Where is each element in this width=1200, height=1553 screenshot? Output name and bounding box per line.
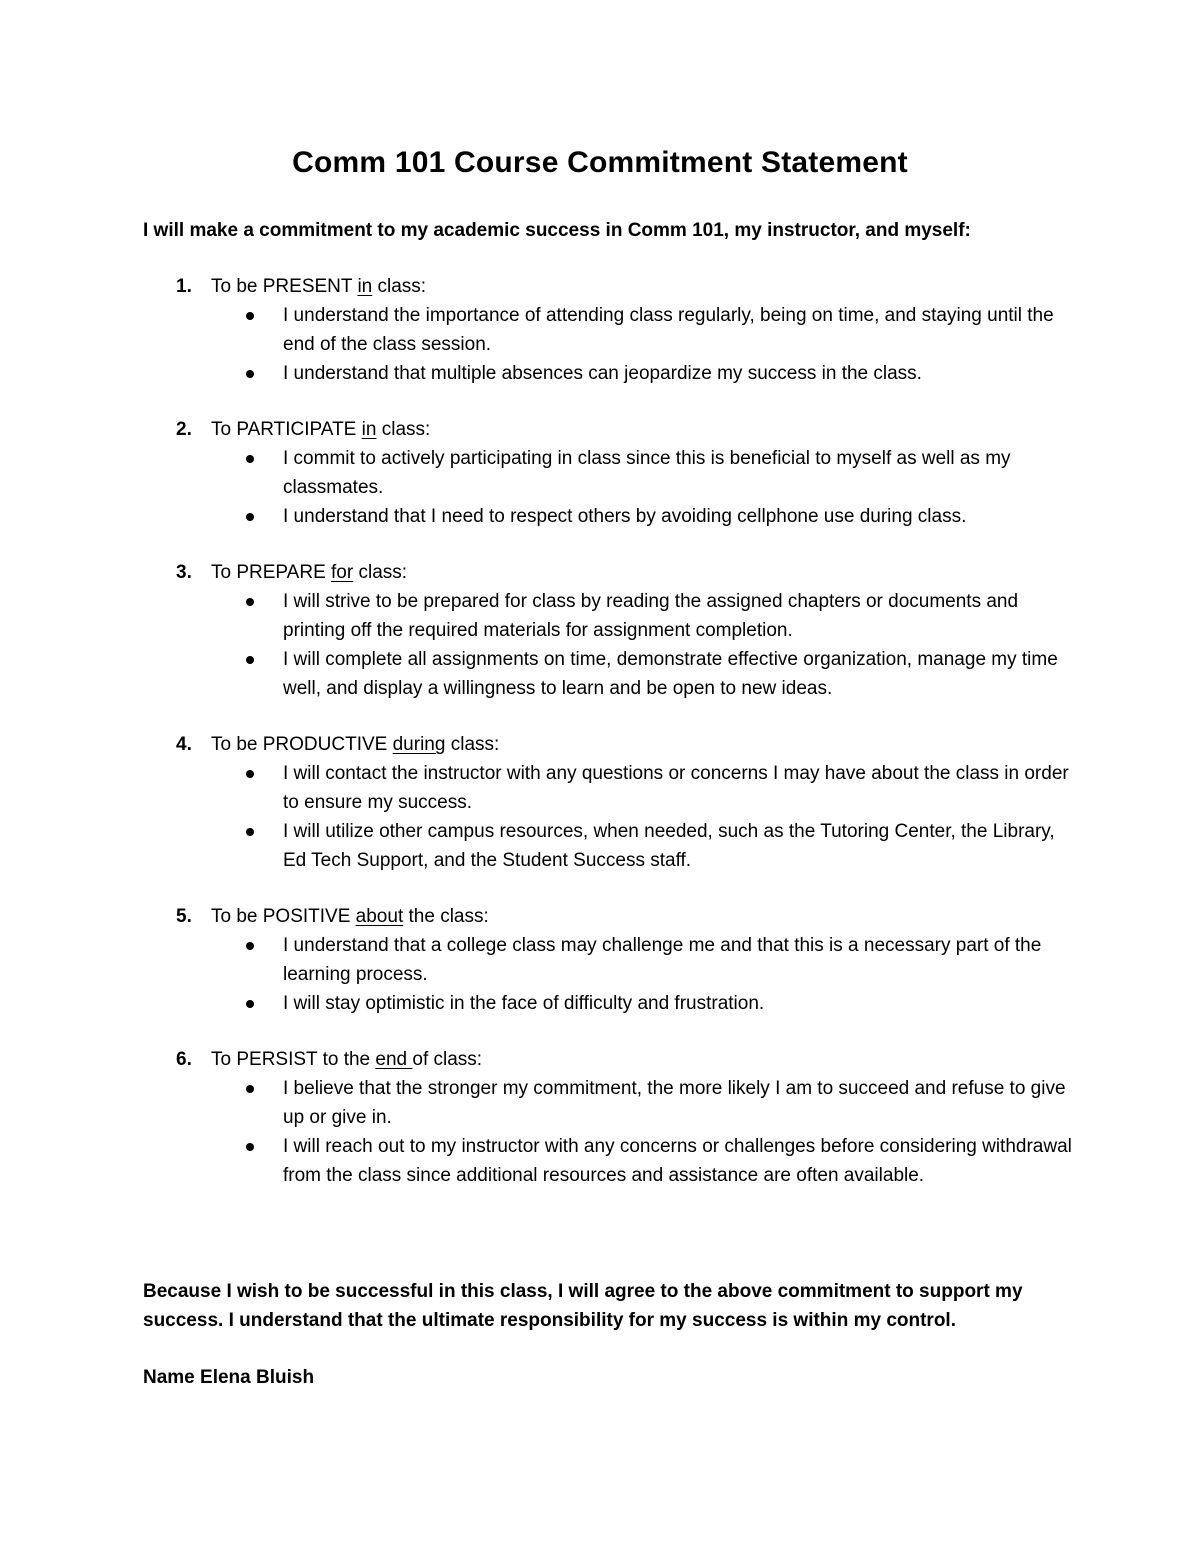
commitment-heading-text: class: <box>372 276 427 297</box>
commitment-points <box>0 1074 1200 1190</box>
commitment-number: 3. <box>176 562 192 583</box>
closing-statement: Because I wish to be successful in this class, I will agree to the above commitment to support my success. I understand that the ultimate responsibility for my success is within my control. <box>143 1281 1023 1331</box>
commitment-points <box>0 759 1200 875</box>
commitment-point <box>0 502 1073 531</box>
commitment-point <box>0 1074 1073 1132</box>
commitment-heading-emphasis: end <box>375 1049 413 1070</box>
bullet-icon <box>246 598 254 606</box>
commitment-point <box>0 759 1073 817</box>
commitment-point <box>0 817 1073 875</box>
commitment-item <box>0 272 1200 388</box>
commitment-point-text: I will contact the instructor with any questions or concerns I may have about the class in order to ensure my success. <box>283 763 1069 813</box>
commitment-point-text: I will stay optimistic in the face of difficulty and frustration. <box>283 993 765 1014</box>
commitment-item <box>0 730 1200 875</box>
commitment-point-text: I will strive to be prepared for class by reading the assigned chapters or documents and printing off the required materials for assignment completion. <box>283 591 1019 641</box>
bullet-icon <box>246 370 254 378</box>
intro-statement: I will make a commitment to my academic success in Comm 101, my instructor, and myself: <box>143 220 971 241</box>
commitment-point <box>0 931 1073 989</box>
commitment-number: 4. <box>176 734 192 755</box>
commitment-points <box>0 931 1200 1018</box>
commitment-heading-text: class: <box>376 419 431 440</box>
signature-line <box>143 1363 314 1392</box>
commitment-point <box>0 989 1073 1018</box>
commitment-heading <box>0 272 1200 301</box>
bullet-icon <box>246 1000 254 1008</box>
commitment-heading-emphasis: for <box>331 562 354 583</box>
commitment-point-text: I understand that multiple absences can jeopardize my success in the class. <box>283 363 922 384</box>
commitment-number: 2. <box>176 419 192 440</box>
signature-name: Elena Bluish <box>200 1367 315 1388</box>
document-title: Comm 101 Course Commitment Statement <box>292 146 908 179</box>
commitment-item <box>0 558 1200 703</box>
commitment-heading-emphasis: in <box>361 419 377 440</box>
commitment-heading-text: the class: <box>403 906 489 927</box>
commitment-points <box>0 301 1200 388</box>
commitment-item <box>0 1045 1200 1190</box>
bullet-icon <box>246 770 254 778</box>
commitment-heading <box>0 415 1200 444</box>
bullet-icon <box>246 1143 254 1151</box>
commitment-number: 6. <box>176 1049 192 1070</box>
commitment-heading-text: To be PRESENT <box>211 276 358 297</box>
bullet-icon <box>246 1085 254 1093</box>
commitment-point-text: I understand that a college class may challenge me and that this is a necessary part of the learning process. <box>283 935 1042 985</box>
commitment-item <box>0 902 1200 1018</box>
bullet-icon <box>246 828 254 836</box>
commitment-point-text: I will reach out to my instructor with any concerns or challenges before considering withdrawal from the class since additional resources and assistance are often available. <box>283 1136 1072 1186</box>
commitment-point-text: I believe that the stronger my commitment, the more likely I am to succeed and refuse to give up or give in. <box>283 1078 1066 1128</box>
commitment-point <box>0 587 1073 645</box>
commitment-heading <box>0 730 1200 759</box>
commitment-heading-text: To PARTICIPATE <box>211 419 362 440</box>
signature-label: Name <box>143 1367 195 1388</box>
commitment-heading <box>0 1045 1200 1074</box>
commitment-heading-text: To PREPARE <box>211 562 332 583</box>
bullet-icon <box>246 513 254 521</box>
commitment-point-text: I commit to actively participating in class since this is beneficial to myself as well as my classmates. <box>283 448 1011 498</box>
commitment-heading-emphasis: during <box>392 734 446 755</box>
commitment-point-text: I will complete all assignments on time, demonstrate effective organization, manage my time well, and display a willingness to learn and be open to new ideas. <box>283 649 1058 699</box>
commitment-point <box>0 301 1073 359</box>
bullet-icon <box>246 656 254 664</box>
commitment-heading-text: class: <box>353 562 408 583</box>
commitment-heading-text: class: <box>445 734 500 755</box>
bullet-icon <box>246 455 254 463</box>
commitment-heading-text: of class: <box>412 1049 483 1070</box>
commitment-point <box>0 1132 1073 1190</box>
commitment-item <box>0 415 1200 531</box>
commitment-list <box>0 272 1200 1217</box>
commitment-heading-text: To be POSITIVE <box>211 906 356 927</box>
bullet-icon <box>246 942 254 950</box>
commitment-heading-text: To be PRODUCTIVE <box>211 734 393 755</box>
commitment-points <box>0 587 1200 703</box>
commitment-heading-emphasis: about <box>355 906 404 927</box>
commitment-heading-text: To PERSIST to the <box>211 1049 376 1070</box>
commitment-heading <box>0 558 1200 587</box>
commitment-point <box>0 359 1073 388</box>
commitment-point-text: I understand that I need to respect others by avoiding cellphone use during class. <box>283 506 967 527</box>
commitment-point <box>0 645 1073 703</box>
commitment-number: 5. <box>176 906 192 927</box>
commitment-point <box>0 444 1073 502</box>
commitment-heading-emphasis: in <box>357 276 373 297</box>
commitment-points <box>0 444 1200 531</box>
commitment-heading <box>0 902 1200 931</box>
bullet-icon <box>246 312 254 320</box>
commitment-point-text: I will utilize other campus resources, when needed, such as the Tutoring Center, the Library, Ed Tech Support, and the Student Success staff. <box>283 821 1055 871</box>
commitment-point-text: I understand the importance of attending class regularly, being on time, and staying until the end of the class session. <box>283 305 1054 355</box>
commitment-number: 1. <box>176 276 192 297</box>
